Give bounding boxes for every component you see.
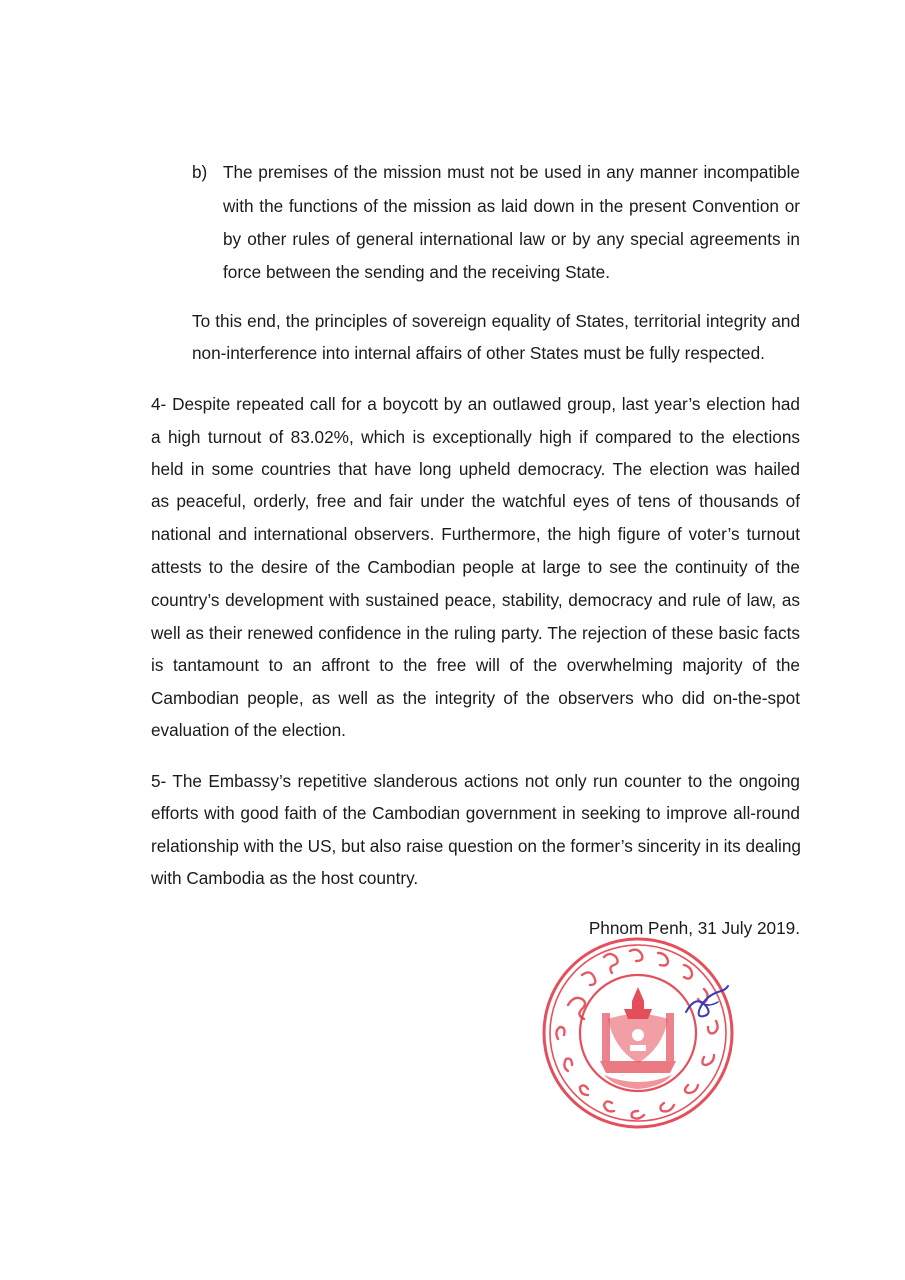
para4-line-9: is tantamount to an affront to the free will of the overwhelming majority of the	[151, 655, 800, 675]
para4-line-5: national and international observers. Furthermore, the high figure of voter’s turnout	[151, 524, 800, 544]
item-b-line-4: force between the sending and the receiving State.	[223, 262, 610, 282]
para4-line-8: well as their renewed confidence in the ruling party. The rejection of these basic facts	[151, 623, 800, 643]
para5-line-2: efforts with good faith of the Cambodian government in seeking to improve all-round	[151, 803, 800, 823]
para5-line-1: 5- The Embassy’s repetitive slanderous actions not only run counter to the ongoing	[151, 771, 800, 791]
para4-line-2: a high turnout of 83.02%, which is exceptionally high if compared to the elections	[151, 427, 800, 447]
para4-line-6: attests to the desire of the Cambodian people at large to see the continuity of the	[151, 557, 800, 577]
para4-line-11: evaluation of the election.	[151, 720, 346, 740]
to-this-end-line-2: non-interference into internal affairs of other States must be fully respected.	[192, 343, 765, 363]
official-seal-icon	[538, 935, 738, 1130]
para4-line-10: Cambodian people, as well as the integrity of the observers who did on-the-spot	[151, 688, 800, 708]
para4-line-3: held in some countries that have long upheld democracy. The election was hailed	[151, 459, 800, 479]
para5-line-4: with Cambodia as the host country.	[151, 868, 419, 888]
item-b-line-2: with the functions of the mission as laid down in the present Convention or	[223, 196, 800, 216]
item-b-line-1: The premises of the mission must not be used in any manner incompatible	[223, 162, 800, 182]
para4-line-1: 4- Despite repeated call for a boycott by an outlawed group, last year’s election had	[151, 394, 800, 414]
item-b-marker: b)	[192, 162, 208, 182]
para4-line-4: as peaceful, orderly, free and fair under the watchful eyes of tens of thousands of	[151, 491, 800, 511]
date-line: Phnom Penh, 31 July 2019.	[588, 918, 800, 938]
to-this-end-line-1: To this end, the principles of sovereign equality of States, territorial integrity and	[192, 311, 800, 331]
signature-icon	[680, 980, 740, 1030]
para4-line-7: country’s development with sustained peace, stability, democracy and rule of law, as	[151, 590, 800, 610]
item-b-line-3: by other rules of general international law or by any special agreements in	[223, 229, 800, 249]
para5-line-3: relationship with the US, but also raise question on the former’s sincerity in its dealing	[151, 836, 801, 856]
